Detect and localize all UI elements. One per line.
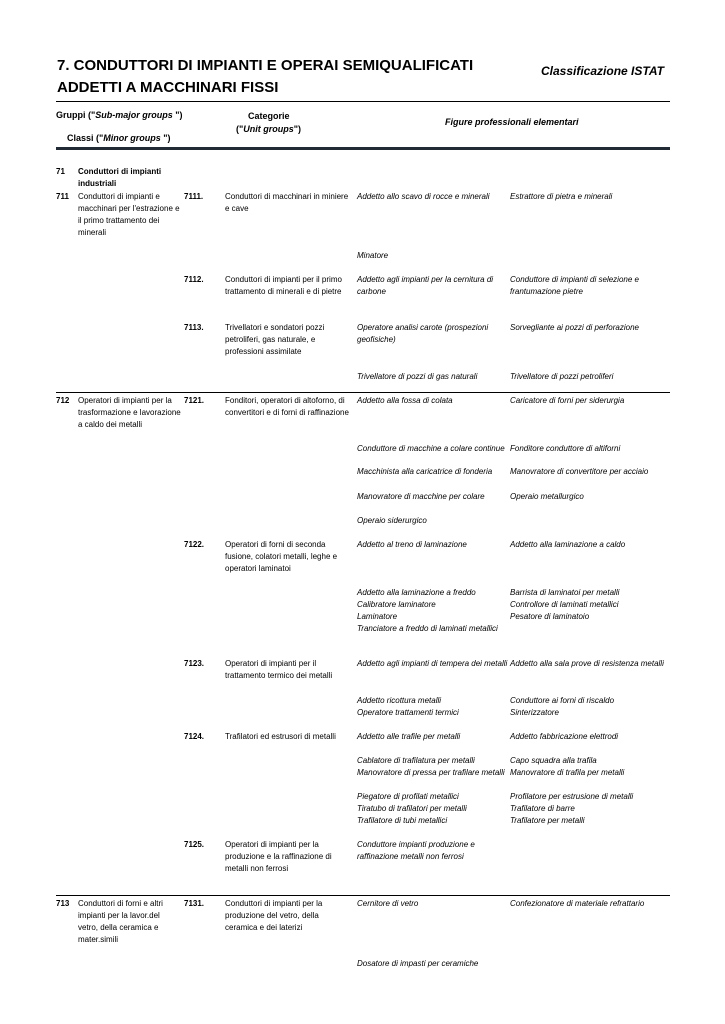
page-title-line1: 7. CONDUTTORI DI IMPIANTI E OPERAI SEMIQUALIFICATI	[57, 57, 474, 74]
figure-item: Addetto ricottura metalli	[357, 696, 442, 705]
col-header-groups	[56, 109, 183, 121]
unit-name-7122: Operatori di forni di seconda fusione, colatori metalli, leghe e operatori laminatoi	[225, 540, 338, 573]
col-header-categories: Categorie	[248, 111, 290, 121]
page-title-line2: ADDETTI A MACCHINARI FISSI	[57, 79, 279, 96]
figure-item: Conduttore impianti produzione e raffinazione metalli non ferrosi	[357, 840, 475, 861]
col-header-unit-groups	[236, 123, 301, 135]
unit-code-7113: 7113.	[184, 323, 204, 332]
figure-item: Conduttore di macchine a colare continue	[357, 444, 505, 453]
unit-code-7123: 7123.	[184, 659, 205, 668]
col-header-unit-suffix: ")	[293, 124, 302, 134]
figure-item: Pesatore di laminatoio	[510, 612, 590, 621]
figure-item: Tranciatore a freddo di laminati metallici	[357, 624, 498, 633]
class-name-712: Operatori di impianti per la trasformazione e lavorazione a caldo dei metalli	[78, 396, 181, 429]
section-divider	[56, 392, 670, 393]
unit-name-7113: Trivellatori e sondatori pozzi petroliferi, gas naturale, e professioni assimilate	[225, 323, 325, 356]
class-code-713: 713	[56, 899, 70, 908]
unit-code-7121: 7121.	[184, 396, 205, 405]
class-code-711: 711	[56, 192, 69, 201]
figure-item: Manovratore di pressa per trafilare metalli	[357, 768, 505, 777]
unit-name-7124: Trafilatori ed estrusori di metalli	[225, 732, 336, 741]
figure-item: Piegatore di profilati metallici	[357, 792, 459, 801]
group-name-71: Conduttori di impianti industriali	[78, 167, 162, 188]
col-header-classes-prefix: Classi ("	[67, 133, 104, 143]
col-header-groups-prefix: Gruppi ("	[56, 110, 96, 120]
figure-item: Calibratore laminatore	[357, 600, 436, 609]
figure-item: Addetto alle trafile per metalli	[357, 732, 461, 741]
col-header-unit-prefix: ("	[236, 124, 244, 134]
unit-code-7124: 7124.	[184, 732, 205, 741]
figure-item: Addetto al treno di laminazione	[357, 540, 467, 549]
class-code-712: 712	[56, 396, 70, 405]
unit-name-7123: Operatori di impianti per il trattamento termico dei metalli	[225, 659, 333, 680]
unit-name-7121: Fonditori, operatori di altoforno, di convertitori e di forni di raffinazione	[225, 396, 349, 417]
figure-item: Addetto alla laminazione a freddo	[357, 588, 476, 597]
col-header-classes	[67, 132, 171, 144]
unit-name-7125: Operatori di impianti per la produzione e la raffinazione di metalli non ferrosi	[225, 840, 332, 873]
unit-code-7111: 7111.	[184, 192, 204, 201]
figure-item: Capo squadra alla trafila	[510, 756, 597, 765]
figure-item: Addetto alla laminazione a caldo	[510, 540, 626, 549]
figure-item: Sorvegliante ai pozzi di perforazione	[510, 323, 639, 332]
figure-item: Addetto allo scavo di rocce e minerali	[357, 192, 490, 201]
header-rule	[56, 101, 670, 102]
figure-item: Caricatore di forni per siderurgia	[510, 396, 625, 405]
figure-item: Trivellatore di pozzi di gas naturali	[357, 372, 478, 381]
unit-code-7122: 7122.	[184, 540, 205, 549]
unit-code-7112: 7112.	[184, 275, 204, 284]
col-header-groups-italic: Sub-major groups	[95, 110, 173, 120]
figure-item: Manovratore di trafila per metalli	[510, 768, 625, 777]
figure-item: Minatore	[357, 251, 389, 260]
figure-item: Trafilatore per metalli	[510, 816, 585, 825]
group-code-71: 71	[56, 167, 65, 176]
figure-item: Operaio siderurgico	[357, 516, 427, 525]
figure-item: Conduttore di impianti di selezione e frantumazione pietre	[510, 275, 639, 296]
figure-item: Trivellatore di pozzi petroliferi	[510, 372, 614, 381]
figure-item: Estrattore di pietra e minerali	[510, 192, 613, 201]
header-bottom-rule	[56, 147, 670, 150]
col-header-unit-italic: Unit groups	[243, 124, 294, 134]
figure-item: Manovratore di macchine per colare	[357, 492, 485, 501]
col-header-groups-suffix: ")	[172, 110, 183, 120]
figure-item: Addetto agli impianti di tempera dei metalli	[357, 659, 508, 668]
figure-item: Operaio metallurgico	[510, 492, 584, 501]
figure-item: Profilatore per estrusione di metalli	[510, 792, 634, 801]
classification-label: Classificazione ISTAT	[541, 64, 664, 78]
class-name-711: Conduttori di impianti e macchinari per l'estrazione e il primo trattamento dei minerali	[78, 192, 180, 237]
class-name-713: Conduttori di forni e altri impianti per la lavor.del vetro, della ceramica e mater.simili	[78, 899, 163, 944]
figure-item: Manovratore di convertitore per acciaio	[510, 467, 649, 476]
unit-code-7125: 7125.	[184, 840, 205, 849]
figure-item: Cablatore di trafilatura per metalli	[357, 756, 475, 765]
col-header-classes-suffix: ")	[160, 133, 171, 143]
figure-item: Trafilatore di barre	[510, 804, 575, 813]
figure-item: Addetto agli impianti per la cernitura di carbone	[357, 275, 494, 296]
figure-item: Macchinista alla caricatrice di fonderia	[357, 467, 493, 476]
figure-item: Dosatore di impasti per ceramiche	[357, 959, 479, 968]
figure-item: Operatore analisi carote (prospezioni geofisiche)	[357, 323, 489, 344]
figure-item: Operatore trattamenti termici	[357, 708, 459, 717]
section-divider	[56, 895, 670, 896]
figure-item: Cernitore di vetro	[357, 899, 419, 908]
figure-item: Trafilatore di tubi metallici	[357, 816, 448, 825]
unit-name-7112: Conduttori di impianti per il primo trattamento di minerali e di pietre	[225, 275, 342, 296]
figure-item: Conduttore ai forni di riscaldo	[510, 696, 615, 705]
figure-item: Tiratubo di trafilatori per metalli	[357, 804, 467, 813]
figure-item: Addetto fabbricazione elettrodi	[510, 732, 619, 741]
figure-item: Laminatore	[357, 612, 398, 621]
figure-item: Sinterizzatore	[510, 708, 559, 717]
figure-item: Barrista di laminatoi per metalli	[510, 588, 620, 597]
figure-item: Confezionatore di materiale refrattario	[510, 899, 645, 908]
col-header-figures: Figure professionali elementari	[445, 117, 579, 127]
col-header-classes-italic: Minor groups	[103, 133, 161, 143]
unit-name-7131: Conduttori di impianti per la produzione del vetro, della ceramica e dei laterizi	[225, 899, 323, 932]
figure-item: Fonditore conduttore di altiforni	[510, 444, 621, 453]
unit-code-7131: 7131.	[184, 899, 205, 908]
figure-item: Addetto alla fossa di colata	[357, 396, 453, 405]
figure-item: Controllore di laminati metallici	[510, 600, 619, 609]
unit-name-7111: Conduttori di macchinari in miniere e cave	[225, 192, 349, 213]
figure-item: Addetto alla sala prove di resistenza metalli	[510, 659, 664, 668]
